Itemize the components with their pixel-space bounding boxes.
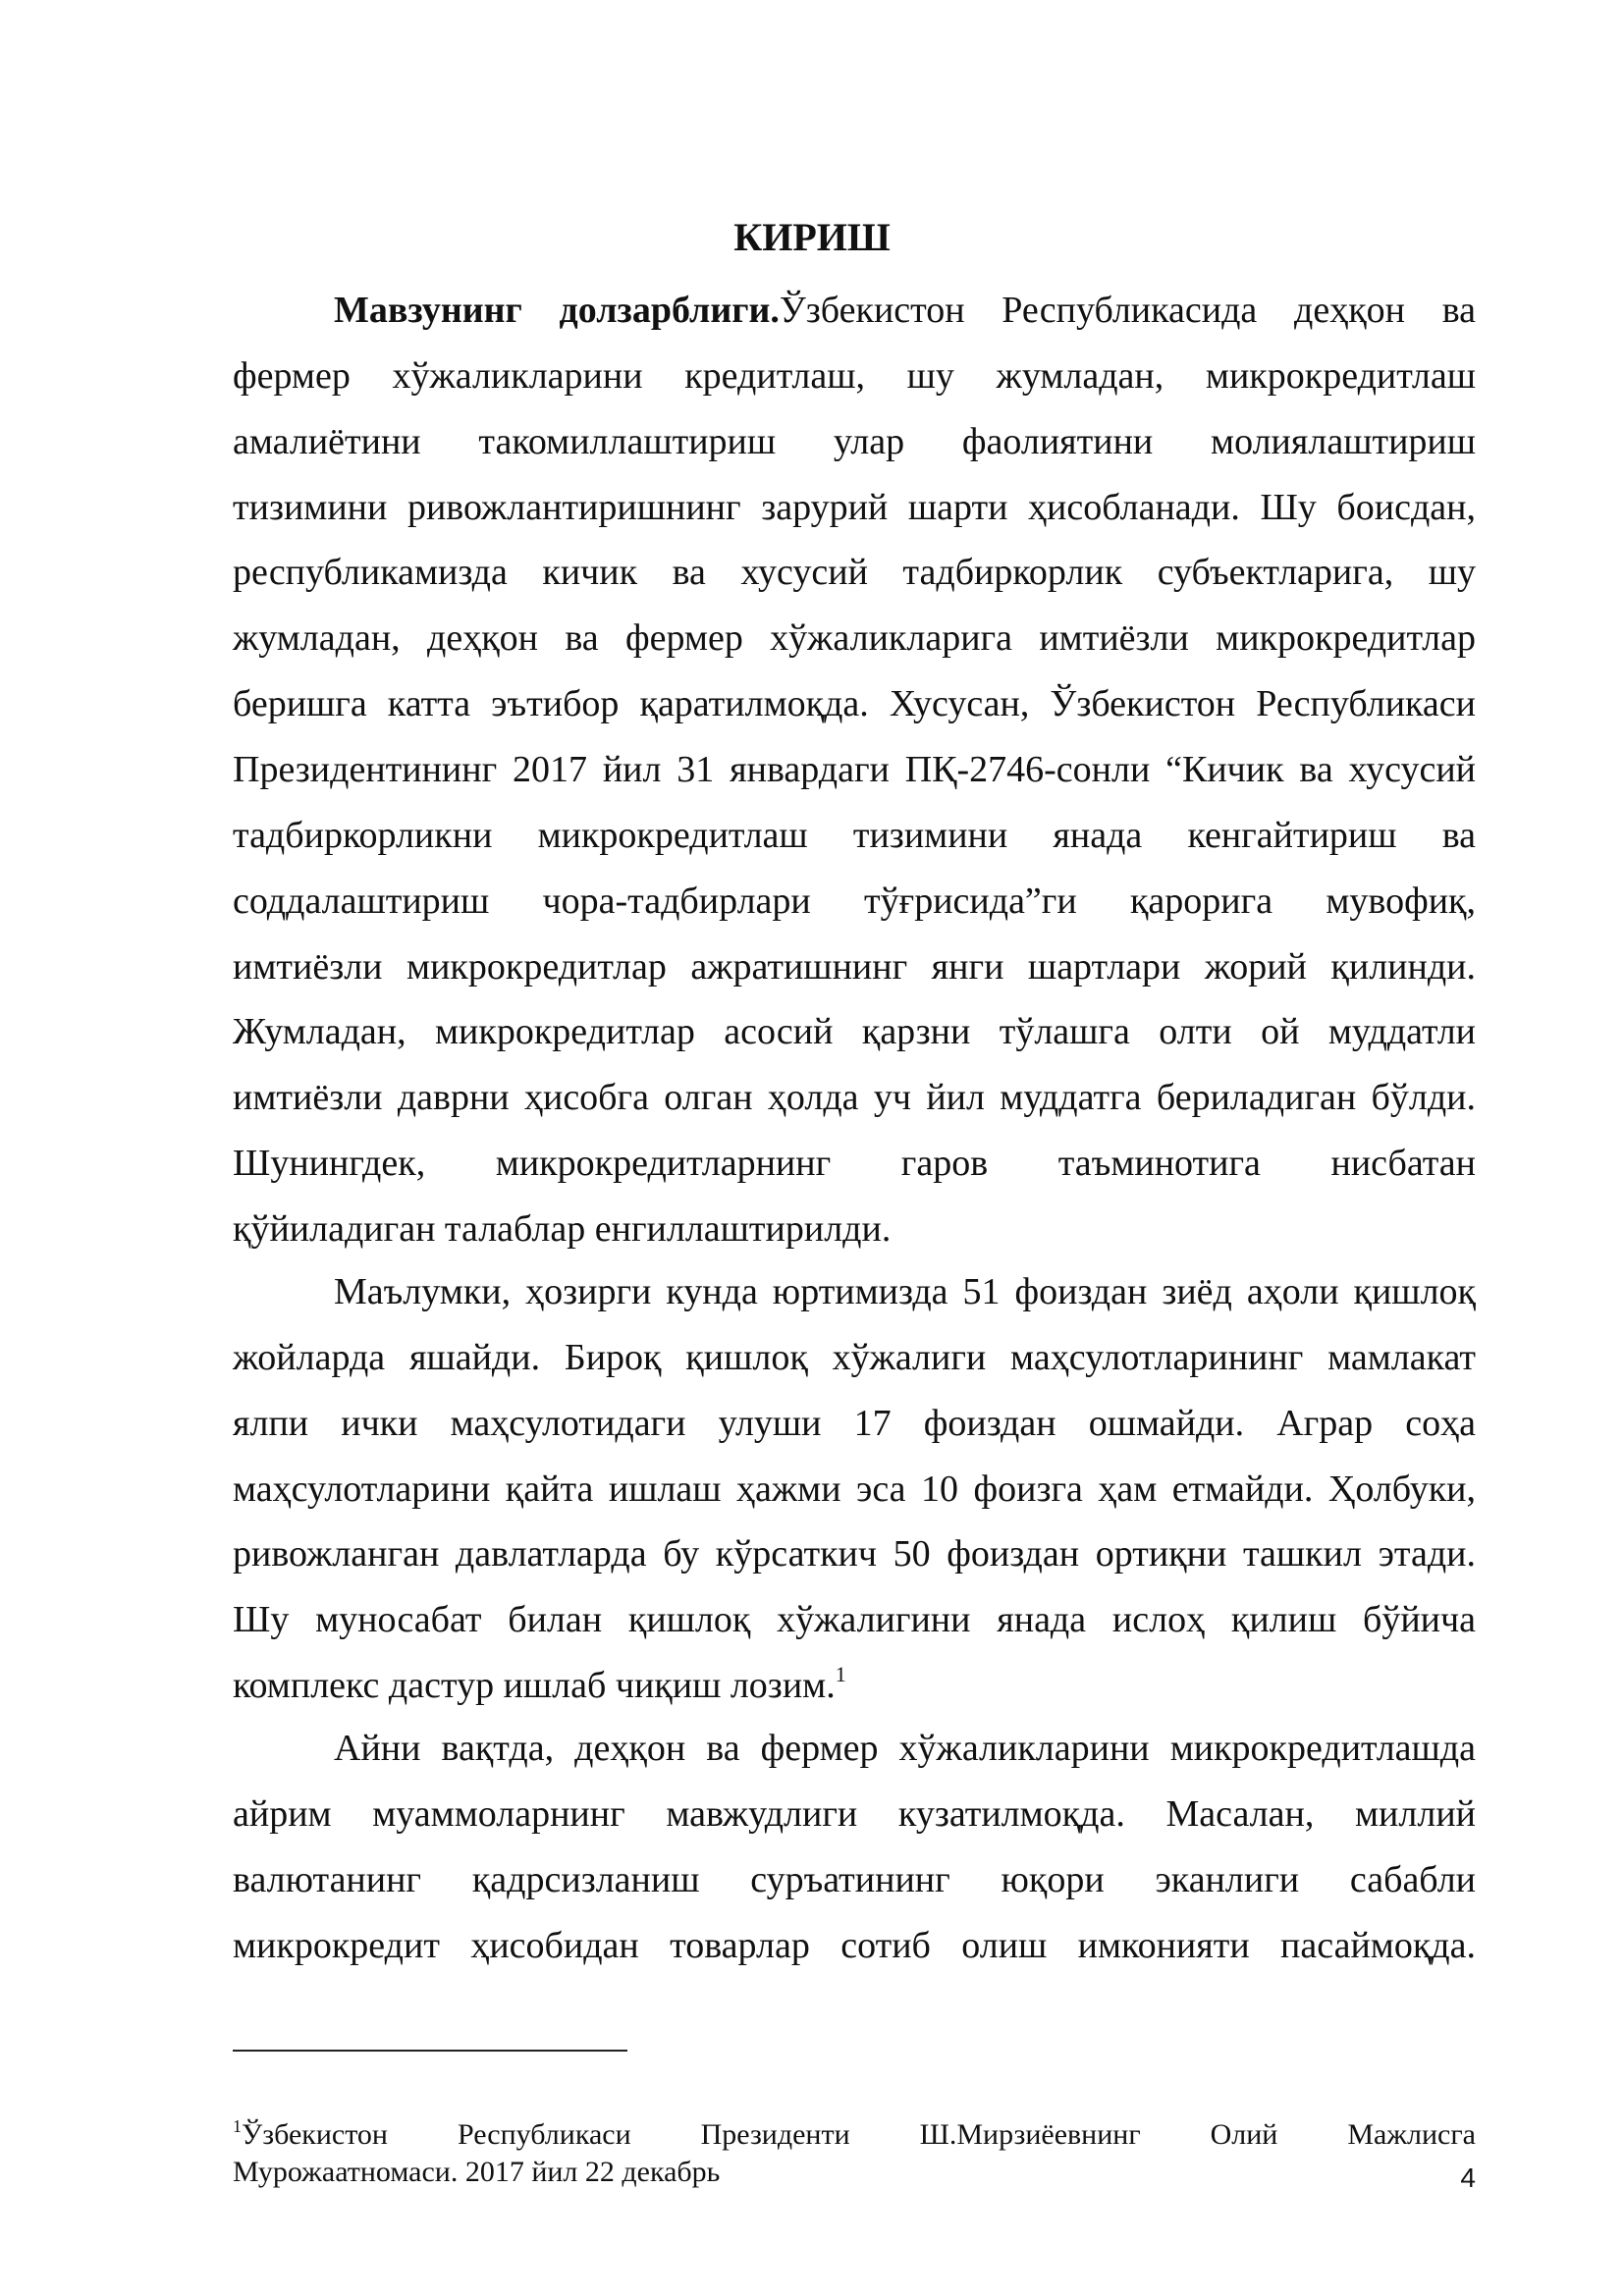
- paragraph-1-line: [233, 943, 1476, 990]
- paragraph-1-line: [233, 1140, 1476, 1187]
- paragraph-1-line: [233, 484, 1476, 531]
- paragraph-2-line: [233, 1530, 1476, 1577]
- paragraph-2-line: [233, 1466, 1476, 1513]
- footnote-line-1: [233, 2115, 1476, 2155]
- paragraph-1-line: [233, 746, 1476, 793]
- paragraph-1-line: [233, 352, 1476, 400]
- paragraph-3-line: [233, 1790, 1476, 1838]
- line-text: Маълумки, ҳозирги кунда юртимизда 51 фоиздан зиёд аҳоли қишлоқ: [334, 1271, 1476, 1312]
- paragraph-1-line: [233, 812, 1476, 859]
- line-text: тизимини ривожлантиришнинг зарурий шарти ҳисобланади. Шу боисдан,: [233, 486, 1476, 528]
- footnote-text-1: Ўзбекистон Республикаси Президенти Ш.Мирзиёевнинг Олий Мажлисга: [242, 2118, 1476, 2151]
- paragraph-2-line: [334, 1268, 1476, 1315]
- paragraph-1-line: [233, 680, 1476, 727]
- line-text: Шу муносабат билан қишлоқ хўжалигини янада ислоҳ қилиш бўйича: [233, 1599, 1476, 1641]
- line-text: фермер хўжаликларини кредитлаш, шу жумладан, микрокредитлаш: [233, 354, 1476, 397]
- line-text: айрим муаммоларнинг мавжудлиги кузатилмоқда. Масалан, миллий: [233, 1792, 1476, 1835]
- line-text: тадбиркорликни микрокредитлаш тизимини янада кенгайтириш ва: [233, 814, 1476, 856]
- footnote-marker: 1: [233, 2116, 242, 2136]
- paragraph-1-line: [233, 878, 1476, 925]
- line-text: амалиётини такомиллаштириш улар фаолиятини молиялаштириш: [233, 420, 1476, 462]
- footnote-reference: 1: [835, 1662, 846, 1687]
- footnote-line-2: [233, 2153, 1476, 2192]
- line-text: Президентининг 2017 йил 31 январдаги ПҚ-2746-сонли “Кичик ва хусусий: [233, 748, 1476, 790]
- footnote-separator: [233, 2050, 627, 2052]
- line-text: имтиёзли даврни ҳисобга олган ҳолда уч йил муддатга бериладиган бўлди.: [233, 1077, 1476, 1119]
- page-number: 4: [1460, 2163, 1476, 2193]
- paragraph-3-line: [334, 1725, 1476, 1772]
- paragraph-1-line: [233, 1008, 1476, 1055]
- line-text: республикамизда кичик ва хусусий тадбиркорлик субъектларига, шу: [233, 552, 1476, 594]
- paragraph-1-line: [233, 614, 1476, 662]
- line-text: жойларда яшайди. Бироқ қишлоқ хўжалиги маҳсулотларининг мамлакат: [233, 1336, 1476, 1378]
- line-text: Жумладан, микрокредитлар асосий қарзни тўлашга олти ой муддатли: [233, 1011, 1476, 1053]
- paragraph-1-line: [233, 418, 1476, 465]
- line-text: Ўзбекистон Республикасида деҳқон ва: [779, 290, 1476, 331]
- paragraph-lead-bold: Мавзунинг долзарблиги.: [334, 290, 780, 331]
- paragraph-1-line: [334, 287, 1476, 334]
- paragraph-2-line: [233, 1400, 1476, 1447]
- line-text: имтиёзли микрокредитлар ажратишнинг янги шартлари жорий қилинди.: [233, 945, 1476, 988]
- paragraph-3-line: [233, 1922, 1476, 1969]
- paragraph-1-line: [233, 1074, 1476, 1121]
- line-text: ялпи ички маҳсулотидаги улуши 17 фоиздан ошмайди. Аграр соҳа: [233, 1402, 1476, 1444]
- paragraph-2-line: [233, 1662, 1476, 1709]
- line-text: Шунингдек, микрокредитларнинг гаров таъминотига нисбатан: [233, 1143, 1476, 1184]
- paragraph-1-line: [233, 549, 1476, 596]
- line-text: комплекс дастур ишлаб чиқиш лозим.: [233, 1665, 836, 1707]
- line-text: маҳсулотларини қайта ишлаш ҳажми эса 10 фоизга ҳам етмайди. Ҳолбуки,: [233, 1468, 1476, 1510]
- footnote-text-2: Мурожаатномаси. 2017 йил 22 декабрь: [233, 2156, 721, 2188]
- line-text: ривожланган давлатларда бу кўрсаткич 50 фоиздан ортиқни ташкил этади.: [233, 1533, 1476, 1575]
- line-text: беришга катта эътибор қаратилмоқда. Хусусан, Ўзбекистон Республикаси: [233, 683, 1476, 725]
- section-heading: КИРИШ: [733, 215, 891, 259]
- paragraph-3-line: [233, 1856, 1476, 1903]
- line-text: қўйиладиган талаблар енгиллаштирилди.: [233, 1207, 892, 1250]
- paragraph-2-line: [233, 1334, 1476, 1381]
- line-text: Айни вақтда, деҳқон ва фермер хўжаликларини микрокредитлашда: [334, 1728, 1476, 1769]
- paragraph-2-line: [233, 1596, 1476, 1643]
- paragraph-1-line: [233, 1205, 1476, 1253]
- line-text: жумладан, деҳқон ва фермер хўжаликларига имтиёзли микрокредитлар: [233, 617, 1476, 660]
- line-text: соддалаштириш чора-тадбирлари тўғрисида”ги қарорига мувофиқ,: [233, 880, 1476, 922]
- line-text: валютанинг қадрсизланиш суръатининг юқори эканлиги сабабли: [233, 1858, 1476, 1900]
- line-text: микрокредит ҳисобидан товарлар сотиб олиш имконияти пасаймоқда.: [233, 1924, 1476, 1966]
